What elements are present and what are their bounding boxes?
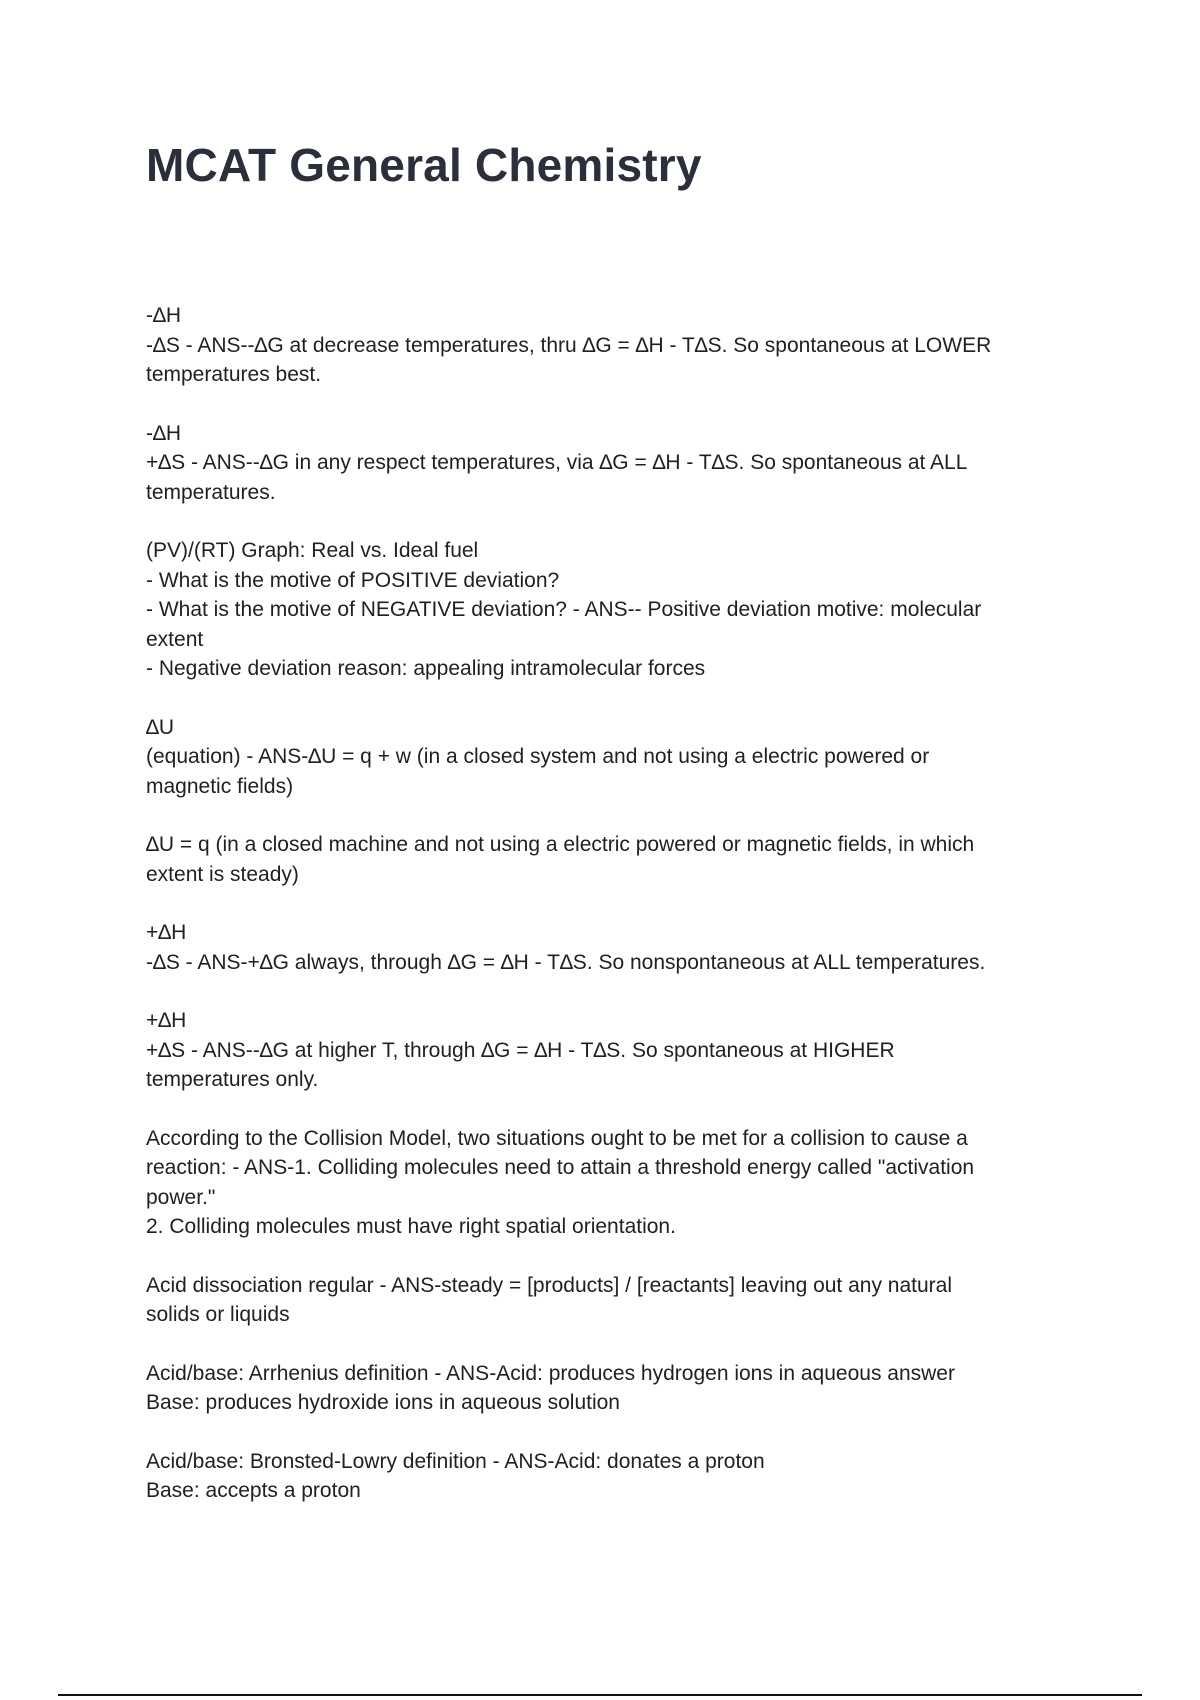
flashcard-entry xyxy=(146,1124,1066,1242)
flashcard-entry xyxy=(146,1447,1066,1506)
entry-text-line: +∆H xyxy=(146,1009,187,1032)
entry-text-line: temperatures. xyxy=(146,480,276,504)
entry-text-line: +∆S - ANS--∆G in any respect temperatures, via ∆G = ∆H - T∆S. So spontaneous at ALL xyxy=(146,451,968,474)
flashcard-entry xyxy=(146,1359,1066,1418)
entry-text-line: Base: produces hydroxide ions in aqueous solution xyxy=(146,1391,620,1414)
entry-text-line: reaction: - ANS-1. Colliding molecules need to attain a threshold energy called "activation xyxy=(146,1156,975,1179)
entry-text-line: -∆S - ANS-+∆G always, through ∆G = ∆H - T∆S. So nonspontaneous at ALL temperatures. xyxy=(146,950,986,974)
entry-text-line: ∆U = q (in a closed machine and not using a electric powered or magnetic fields, in which xyxy=(146,833,975,856)
entry-text-line: - What is the motive of POSITIVE deviation? xyxy=(146,568,560,592)
entry-text-line: +∆S - ANS--∆G at higher T, through ∆G = ∆H - T∆S. So spontaneous at HIGHER xyxy=(146,1038,895,1062)
page-title: MCAT General Chemistry xyxy=(146,139,702,191)
entry-text-line: extent is steady) xyxy=(146,862,299,886)
entry-text-line: - Negative deviation reason: appealing intramolecular forces xyxy=(146,657,706,680)
entry-text-line: 2. Colliding molecules must have right spatial orientation. xyxy=(146,1215,676,1238)
entry-text-line: Acid/base: Bronsted-Lowry definition - ANS-Acid: donates a proton xyxy=(146,1449,765,1473)
flashcard-entry xyxy=(146,918,1066,977)
flashcard-entry xyxy=(146,301,1066,390)
entry-text-line: -∆H xyxy=(146,304,182,327)
entry-text-line: (equation) - ANS-∆U = q + w (in a closed system and not using a electric powered or xyxy=(146,745,930,768)
entry-text-line: power." xyxy=(146,1185,216,1209)
entry-text-line: temperatures only. xyxy=(146,1068,319,1091)
entry-text-line: solids or liquids xyxy=(146,1303,290,1326)
flashcard-entry xyxy=(146,1271,1066,1330)
flashcard-entry xyxy=(146,713,1066,802)
flashcard-entry xyxy=(146,1006,1066,1095)
flashcard-entry xyxy=(146,830,1066,889)
entry-text-line: Acid dissociation regular - ANS-steady = [products] / [reactants] leaving out any natural xyxy=(146,1273,953,1297)
entry-text-line: - What is the motive of NEGATIVE deviation? - ANS-- Positive deviation motive: molecular xyxy=(146,598,982,621)
entry-text-line: magnetic fields) xyxy=(146,774,294,798)
entry-text-line: +∆H xyxy=(146,921,187,944)
entry-text-line: extent xyxy=(146,627,204,651)
entry-text-line: -∆S - ANS--∆G at decrease temperatures, thru ∆G = ∆H - T∆S. So spontaneous at LOWER xyxy=(146,333,992,357)
entry-text-line: ∆U xyxy=(146,715,175,739)
document-body xyxy=(146,301,1066,1535)
entry-text-line: temperatures best. xyxy=(146,363,322,386)
entry-text-line: Base: accepts a proton xyxy=(146,1479,361,1502)
flashcard-entry xyxy=(146,419,1066,508)
entry-text-line: According to the Collision Model, two situations ought to be met for a collision to cause a xyxy=(146,1126,968,1150)
entry-text-line: Acid/base: Arrhenius definition - ANS-Acid: produces hydrogen ions in aqueous answer xyxy=(146,1361,955,1385)
footer-divider xyxy=(58,1694,1142,1696)
entry-text-line: -∆H xyxy=(146,421,182,445)
flashcard-entry xyxy=(146,536,1066,684)
entry-text-line: (PV)/(RT) Graph: Real vs. Ideal fuel xyxy=(146,539,479,562)
